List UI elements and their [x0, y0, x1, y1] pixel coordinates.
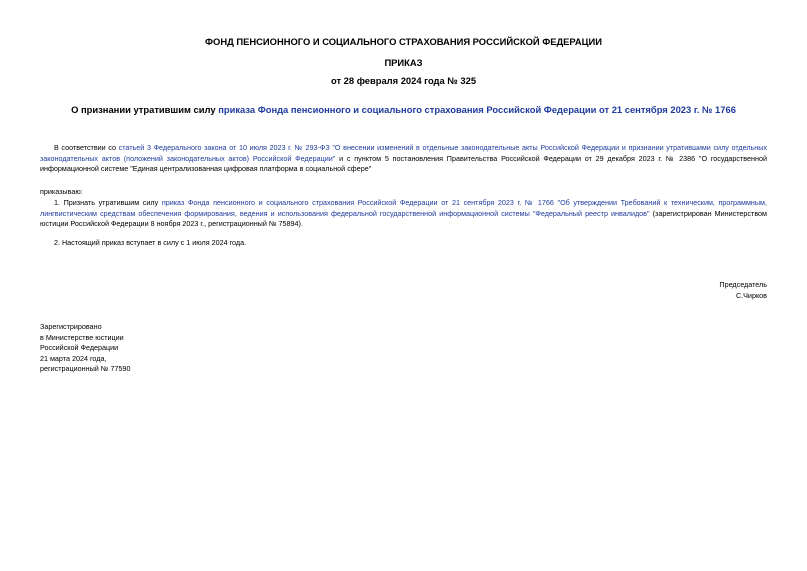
registration-line: Российской Федерации: [40, 343, 119, 353]
preamble-text-3: пунктом 5 постановления Правительства Российской Федерации от 29 декабря 2023 г. № 2386 "О государственной информационной системе "Единая централизованная цифровая платформа в социальной сфере": [40, 153, 767, 174]
registration-line: в Министерстве юстиции: [40, 332, 124, 342]
preamble-paragraph: [40, 143, 767, 175]
signatory-position: Председатель: [719, 280, 767, 289]
law-link[interactable]: статьей 3 Федерального закона от 10 июля 2023 г. № 293-ФЗ "О внесении изменений в отдельные законодательные акты Российской Федерации и признании утратившими силу отдельных законодательных актов (положений законодательных актов) Российской Федерации": [40, 143, 768, 163]
document-type: ПРИКАЗ: [384, 57, 423, 68]
title-prefix: О признании утратившим силу: [71, 104, 219, 115]
item-1-text-2: (зарегистрирован Министерством юстиции Российской Федерации 8 ноября 2023 г., регистрационный № 75894).: [40, 208, 767, 229]
document-date-number: от 28 февраля 2024 года № 325: [330, 75, 477, 86]
registration-line: 21 марта 2024 года,: [40, 353, 107, 363]
signature-block: [719, 280, 767, 301]
registration-line: регистрационный № 77590: [40, 364, 131, 374]
item-1-paragraph: [40, 198, 767, 230]
preamble-text-2: и с: [335, 153, 355, 163]
preamble-text-1: В соответствии со: [54, 143, 119, 152]
repealed-order-link[interactable]: приказ Фонда пенсионного и социального страхования Российской Федерации от 21 сентября 2023 г. № 1766 "Об утверждении Требований к техническим, программным, лингвистическим средствам обеспечения формирования, ведения и использования федеральной государственной информационной системы "Федеральный реестр инвалидов": [40, 198, 767, 218]
organization-heading: ФОНД ПЕНСИОННОГО И СОЦИАЛЬНОГО СТРАХОВАНИЯ РОССИЙСКОЙ ФЕДЕРАЦИИ: [205, 36, 602, 47]
signatory-name: С.Чирков: [735, 290, 767, 300]
item-1-text-1: 1. Признать утратившим силу: [54, 198, 162, 207]
order-word: приказываю:: [40, 187, 83, 196]
document-title: [40, 104, 767, 115]
registration-line: Зарегистрировано: [40, 322, 102, 331]
title-link[interactable]: приказа Фонда пенсионного и социального страхования Российской Федерации от 21 сентября 2023 г. № 1766: [218, 104, 736, 115]
registration-block: [40, 322, 130, 375]
item-2-paragraph: 2. Настоящий приказ вступает в силу с 1 июля 2024 года.: [54, 238, 247, 247]
